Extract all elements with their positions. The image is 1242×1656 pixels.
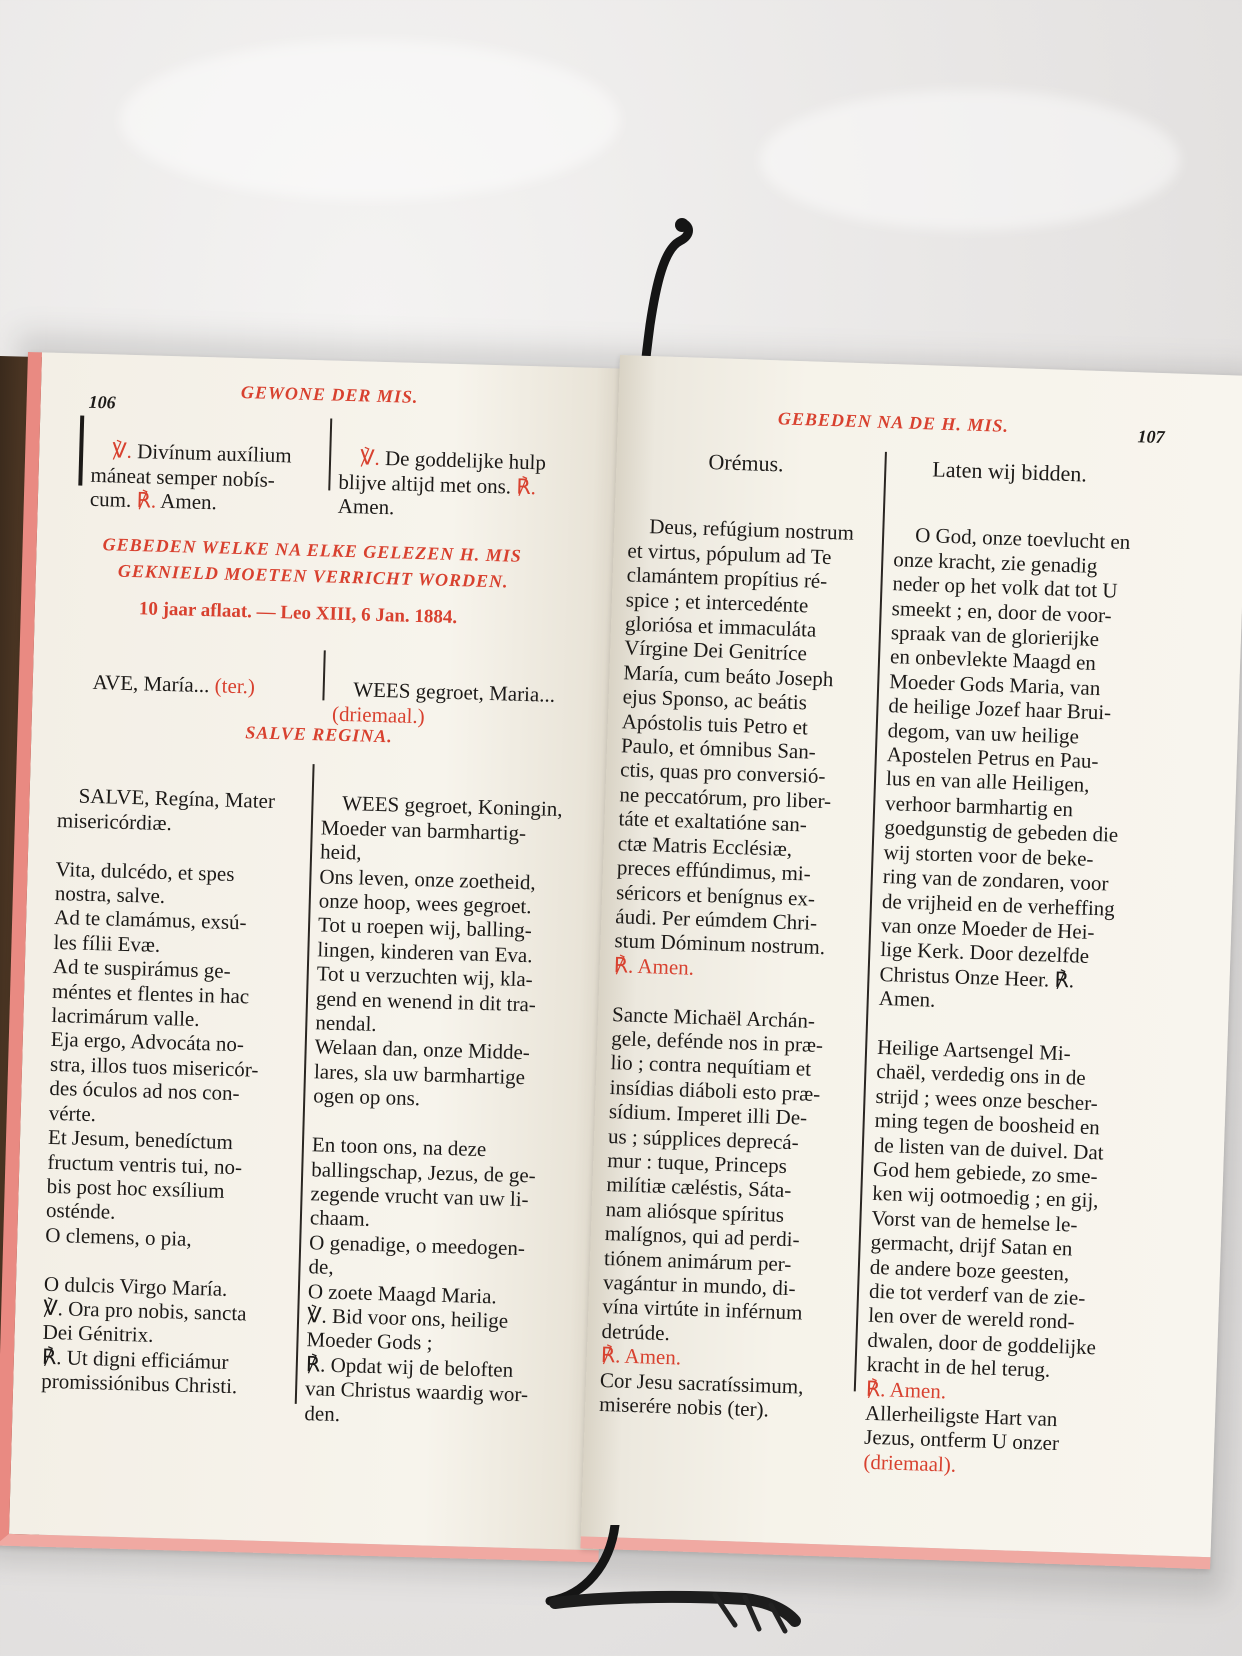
cloth-highlight: [120, 40, 620, 200]
prayer-dutch: O God, onze toevlucht en onze kracht, zie genadig neder op het volk dat tot U smeekt ; en, door de voor- spraak van de glorierijke en onbevlekte Maagd en Moeder Gods Maria, van de heilige Jozef haar Brui- degom, van uw heilige Apostelen Petrus en Pau- lus en van alle Heiligen, verhoor barmhartig en goedgunstig de gebeden die wij storten voor de beke- ring van de zondaren, voor de vrijheid en de verheffing van onze Moeder de Hei- lige Kerk. Door dezelfde Christus Onze Heer. ℟. Amen. Heilige Aartsengel Mi- chaël, verdedig ons in de strijd ; wees onze bescher- ming tegen de boosheid en de listen van de duivel. Dat God hem gebiede, zo sme- ken wij ootmoedig ; en gij, Vorst van de hemelse le- germacht, drijf Satan en de andere boze geesten, die tot verderf van de zie- len over de wereld rond- dwalen, door de goddelijke kracht in de hel terug. ℟. Amen. Allerheiligste Hart van Jezus, ontferm U onzer (driemaal).: [863, 523, 1131, 1477]
running-head-right: GEBEDEN NA DE H. MIS.: [777, 408, 1010, 436]
laten-heading: Laten wij bidden.: [931, 456, 1088, 487]
versicle-mark: ℣.: [111, 438, 133, 464]
salve-dutch: WEES gegroet, Koningin, Moeder van barmhartig- heid, Ons leven, onze zoetheid, onze hoop, wees gegroet. Tot u roepen wij, balling- lingen, kinderen van Eva. Tot u verzuchten wij, kla- gend en wenend in dit tra- nendal. Welaan dan, onze Midde- lares, sla uw barmhartige ogen op ons. En toon ons, na deze ballingschap, Jezus, de ge- zegende vrucht van uw li- chaam. O genadige, o meedogen- de, O zoete Maagd Maria. ℣. Bid voor ons, heilige Moeder Gods ; ℟. Opdat wij de beloften van Christus waardig wor- den.: [304, 791, 563, 1426]
section-title: GEBEDEN WELKE NA ELKE GELEZEN H. MIS: [102, 534, 523, 566]
running-head-left: GEWONE DER MIS.: [240, 381, 419, 407]
latin-closing-verse: ℣. Divínum auxílium máneat semper nobís- cum. ℟. Amen.: [89, 438, 292, 515]
page-number-left: 106: [88, 391, 116, 413]
section-title: GEKNIELD MOETEN VERRICHT WORDEN.: [117, 560, 509, 592]
page-number-right: 107: [1137, 426, 1165, 448]
oremus-heading: Orémus.: [708, 449, 785, 477]
salve-title: SALVE REGINA.: [245, 722, 394, 747]
salve-latin: SALVE, Regína, Mater misericórdiæ. Vita, dulcédo, et spes nostra, salve. Ad te clamámus, exsú- les fílii Evæ. Ad te suspirámus ge- méntes et flentes in hac lacrimárum valle. Eja ergo, Advocáta no- stra, illos tuos misericór- des óculos ad nos con- vérte. Et Jesum, benedíctum fructum ventris tui, no- bis post hoc exsílium osténde. O clemens, o pia, O dulcis Virgo María. ℣. Ora pro nobis, sancta Dei Génitrix. ℟. Ut digni efficiámur promissiónibus Christi.: [40, 783, 276, 1399]
prayer-latin: Deus, refúgium nostrum et virtus, pópulum ad Te clamántem propítius ré- spice ; et intercedénte gloriósa et immaculáta Vírgine Dei Genitríce María, cum beáto Joseph ejus Sponso, ac beátis Apóstolis tuis Petro et Paulo, et ómnibus San- ctis, quas pro conversió- ne peccatórum, pro liber- táte et exaltatióne san- ctæ Matris Ecclésiæ, preces effúndimus, mi- séricors et benígnus ex- áudi. Per eúmdem Chri- stum Dóminum nostrum. ℟. Amen. Sancte Michaël Archán- gele, defénde nos in præ- lio ; contra nequítiam et insídias diáboli esto præ- sídium. Imperet illi De- us ; súpplices deprecá- mur : tuque, Princeps milítiæ cæléstis, Sáta- nam aliósque spíritus malígnos, qui ad perdi- tiónem animárum per- vagántur in mundo, di- vína virtúte in inférnum detrúde. ℟. Amen. Cor Jesu sacratíssimum, miserére nobis (ter).: [598, 514, 855, 1422]
ave-latin: AVE, María... (ter.): [92, 670, 256, 699]
column-rule: [322, 650, 325, 700]
left-page: [0, 352, 632, 1562]
column-rule: [328, 418, 332, 490]
cloth-highlight: [760, 90, 1180, 230]
response-mark: ℟.: [516, 474, 537, 500]
ave-dutch: WEES gegroet, Maria... (driemaal.): [331, 677, 556, 729]
indulgence-note: 10 jaar aflaat. — Leo XIII, 6 Jan. 1884.: [138, 598, 458, 629]
dutch-closing-verse: ℣. De goddelijke hulp blijve altijd met ons. ℟. Amen.: [337, 445, 547, 520]
margin-bar: [78, 415, 84, 485]
bookmark-ribbon-bottom: [545, 1525, 805, 1635]
response-mark: ℟.: [136, 488, 157, 513]
versicle-mark: ℣.: [359, 445, 381, 471]
right-page: [580, 355, 1242, 1569]
